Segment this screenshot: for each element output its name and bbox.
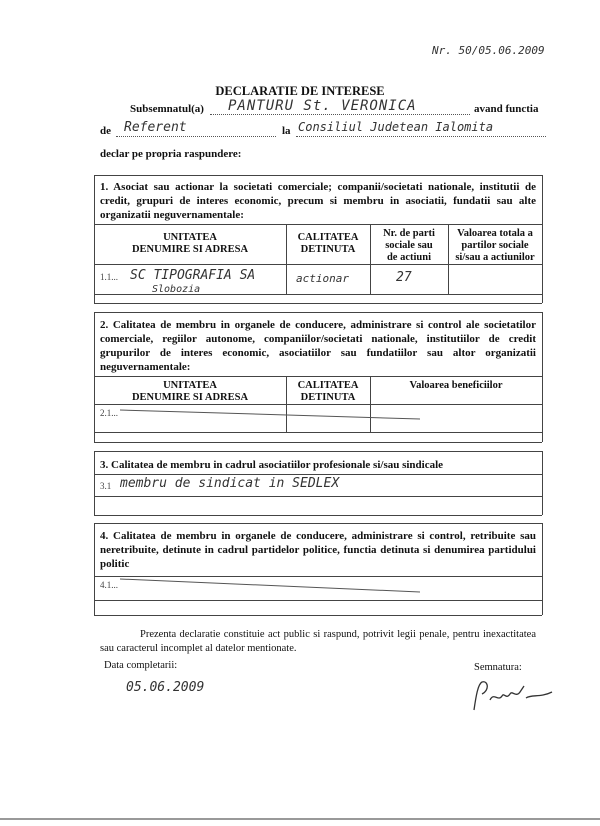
table2-bottom — [94, 432, 542, 433]
section2-top-border — [94, 312, 542, 313]
section1-left-border — [94, 175, 95, 303]
date-value: 05.06.2009 — [126, 680, 205, 695]
section2-text: 2. Calitatea de membru in organele de conducere, administrare si control ale societatilor comerciale, regiilor autonome, companiilor/societati nationale, institutiilor de credit grupurilor de interes economic, asociatiilor sau fundatiilor sau altor organizatii neguvernamentale: — [100, 319, 536, 373]
section2-bottom-border — [94, 442, 542, 443]
section3-row-top — [94, 474, 542, 475]
table1-col-sep-3 — [448, 224, 449, 294]
de-label: de — [100, 125, 111, 137]
section3-left-border — [94, 451, 95, 515]
table2-top — [94, 376, 542, 377]
section3-text: 3. Calitatea de membru in cadrul asociatiilor profesionale si/sau sindicale — [100, 459, 444, 471]
section1-text: 1. Asociat sau actionar la societati comerciale; companii/societati nationale, institutii de credit, grupuri de interes economic, precum si membru in asociatii, fundatii sau alte organizatii neguvernamentale: — [100, 181, 536, 221]
section4-top-border — [94, 523, 542, 524]
s4-strike-line — [120, 574, 420, 598]
date-label: Data completarii: — [104, 660, 178, 671]
section1-bottom-border — [94, 303, 542, 304]
section4-text: 4. Calitatea de membru in organele de conducere, administrare si control, retribuite sau neretribuite, detinute in cadrul partidelor politice, functia detinuta si denumirea partidului politic — [100, 530, 536, 570]
section4-bottom-border — [94, 615, 542, 616]
s3-row-prefix: 3.1 — [100, 481, 112, 491]
t1-header-unitatea: UNITATEA DENUMIRE SI ADRESA — [131, 232, 249, 255]
s3-value: membru de sindicat in SEDLEX — [120, 476, 340, 491]
t1-unit-name: SC TIPOGRAFIA SA — [130, 268, 256, 283]
la-label: la — [282, 125, 291, 137]
s4-row-prefix: 4.1... — [100, 580, 118, 590]
t1-nr-parti-value: 27 — [396, 270, 412, 285]
section2-left-border — [94, 312, 95, 442]
document-title: DECLARATIE DE INTERESE — [215, 84, 385, 98]
section1-top-border — [94, 175, 542, 176]
t1-header-valoarea: Valoarea totala a partilor sociale si/sau a actiunilor — [455, 228, 535, 263]
subsemnatul-label: Subsemnatul(a) — [130, 103, 204, 115]
declarant-name: PANTURU St. VERONICA — [228, 98, 417, 114]
name-underline — [210, 114, 470, 115]
function-value: Referent — [124, 120, 187, 135]
t1-header-calitatea: CALITATEA DETINUTA — [297, 232, 359, 255]
section2-right-border — [542, 312, 543, 442]
signature-mark — [468, 676, 558, 716]
section1-right-border — [542, 175, 543, 303]
t1-header-nr-parti: Nr. de parti sociale sau de actiuni — [383, 228, 435, 263]
section3-right-border — [542, 451, 543, 515]
section4-right-border — [542, 523, 543, 615]
table1-col-sep-1 — [286, 224, 287, 294]
footer-statement: Prezenta declaratie constituie act public si raspund, potrivit legii penale, pentru inexactitatea sau caracterul incomplet al datelor mentionate. — [100, 629, 536, 654]
t1-row-prefix: 1.1... — [100, 272, 118, 282]
registration-number: Nr. 50/05.06.2009 — [432, 44, 545, 57]
t2-header-calitatea: CALITATEA DETINUTA — [297, 380, 359, 403]
t2-strike-line — [120, 405, 420, 425]
page-bottom-edge — [0, 818, 600, 820]
avand-functia-label: avand functia — [474, 103, 539, 115]
institution-value: Consiliul Judetean Ialomita — [298, 120, 494, 134]
section3-row-mid — [94, 496, 542, 497]
table1-header-bottom — [94, 264, 542, 265]
section3-bottom-border — [94, 515, 542, 516]
function-underline — [116, 136, 276, 137]
section3-top-border — [94, 451, 542, 452]
t2-row-prefix: 2.1... — [100, 408, 118, 418]
institution-underline — [296, 136, 546, 137]
t1-calitatea-value: actionar — [296, 272, 349, 285]
table1-top — [94, 224, 542, 225]
table1-col-sep-2 — [370, 224, 371, 294]
t2-header-valoarea: Valoarea beneficiilor — [409, 380, 503, 391]
declar-text: declar pe propria raspundere: — [100, 148, 242, 160]
t2-header-unitatea: UNITATEA DENUMIRE SI ADRESA — [131, 380, 249, 403]
t1-unit-city: Slobozia — [152, 284, 201, 295]
section4-left-border — [94, 523, 95, 615]
signature-label: Semnatura: — [474, 662, 522, 673]
section4-row-mid — [94, 600, 542, 601]
